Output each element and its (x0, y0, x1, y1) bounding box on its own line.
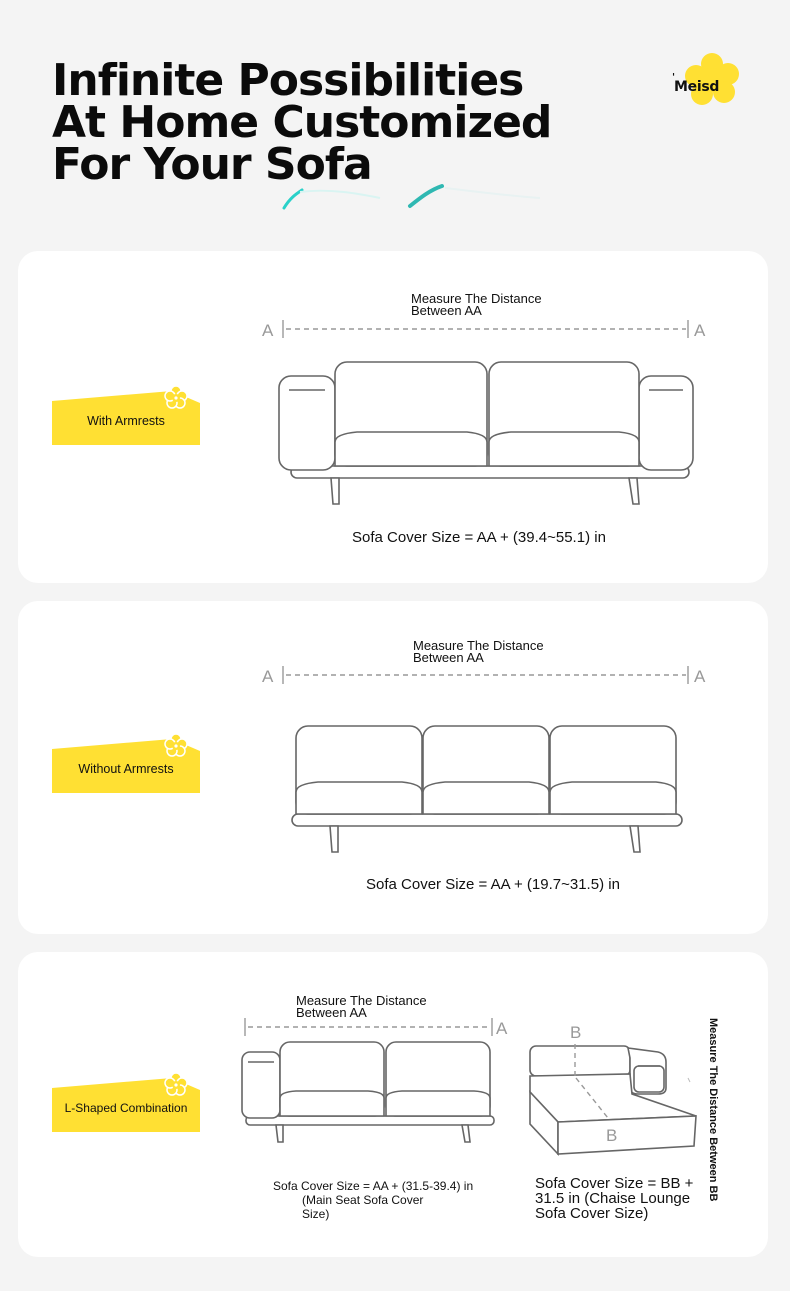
marker-a-right: A (694, 321, 706, 340)
main-seat-size-formula: Sofa Cover Size = AA + (31.5-39.4) in (Main Seat Sofa Cover Size) (273, 1179, 474, 1221)
svg-text:': ' (672, 72, 676, 83)
marker-b-bottom: B (606, 1126, 618, 1145)
l-sofa-main-seat-illustration (240, 1040, 510, 1150)
measure-line-aa (240, 1016, 520, 1040)
measure-line-aa (258, 664, 718, 688)
brush-stroke-decoration (270, 180, 550, 220)
marker-a-right: A (694, 667, 706, 686)
marker-a-left: A (262, 321, 274, 340)
measure-label-bb-vertical: Measure The Distance Between BB (707, 1018, 719, 1202)
chaise-lounge-illustration (528, 1018, 708, 1158)
marker-a-left: A (262, 667, 274, 686)
title-line-2: At Home Customized (52, 97, 552, 148)
badge-with-armrests (52, 387, 200, 441)
marker-b-top: B (570, 1023, 582, 1042)
badge-label: Without Armrests (78, 762, 174, 776)
title-line-1: Infinite Possibilities (52, 55, 524, 106)
page-title (52, 55, 552, 190)
sofa-with-armrests-illustration (277, 358, 697, 508)
measure-label-aa: Measure The Distance Between AA (411, 291, 542, 318)
brand-logo (672, 50, 744, 110)
badge-label: L-Shaped Combination (64, 1101, 188, 1115)
measure-label-aa: Measure The Distance Between AA (296, 993, 427, 1020)
measure-label-aa: Measure The Distance Between AA (413, 638, 544, 665)
badge-without-armrests (52, 735, 200, 789)
sofa-without-armrests-illustration (290, 722, 690, 862)
brand-name: Meisd (674, 79, 720, 95)
badge-label: With Armrests (87, 414, 165, 428)
title-line-3: For Your Sofa (52, 139, 372, 190)
chaise-size-formula: Sofa Cover Size = BB + 31.5 in (Chaise Lounge Sofa Cover Size) (535, 1175, 694, 1222)
size-formula: Sofa Cover Size = AA + (39.4~55.1) in (352, 529, 606, 546)
size-formula: Sofa Cover Size = AA + (19.7~31.5) in (366, 876, 620, 893)
measure-line-aa (258, 318, 718, 342)
page-header (0, 0, 790, 235)
marker-a-right: A (496, 1019, 508, 1038)
badge-l-shaped (52, 1074, 200, 1128)
